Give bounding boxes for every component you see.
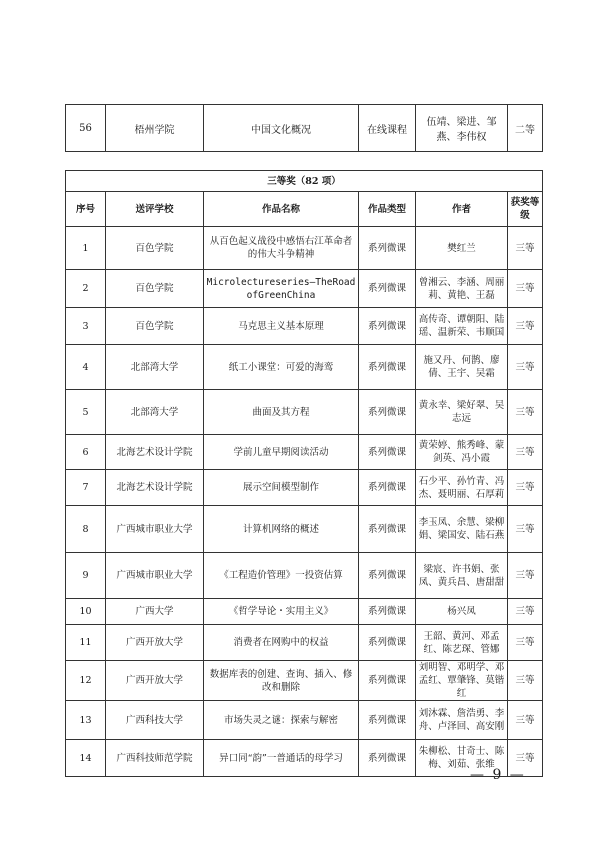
award-level: 三等 <box>508 661 543 701</box>
school-name: 梧州学院 <box>106 105 204 152</box>
work-type: 系列微课 <box>359 599 416 625</box>
table-row <box>66 701 543 740</box>
school-name: 广西科技大学 <box>106 701 204 740</box>
school-name: 百色学院 <box>106 308 204 345</box>
authors: 朱柳松、甘奇士、陈梅、刘茹、张维 <box>416 740 508 777</box>
work-title: 中国文化概况 <box>204 105 359 152</box>
work-title: 异口同“韵”一普通话的母学习 <box>204 740 359 777</box>
table-row <box>66 345 543 390</box>
work-type: 系列微课 <box>359 227 416 270</box>
table-row <box>66 470 543 506</box>
row-number: 7 <box>66 470 106 506</box>
school-name: 广西科技师范学院 <box>106 740 204 777</box>
award-level: 三等 <box>508 227 543 270</box>
header-no: 序号 <box>66 192 106 227</box>
header-award: 获奖等级 <box>508 192 543 227</box>
table-row <box>66 105 543 152</box>
authors: 施又丹、何鹊、廖倩、王宇、吴霜 <box>416 345 508 390</box>
header-school: 送评学校 <box>106 192 204 227</box>
row-number: 9 <box>66 553 106 599</box>
row-number: 13 <box>66 701 106 740</box>
award-level: 三等 <box>508 599 543 625</box>
work-type: 系列微课 <box>359 701 416 740</box>
school-name: 百色学院 <box>106 227 204 270</box>
school-name: 广西大学 <box>106 599 204 625</box>
authors: 刘明智、邓明学、邓孟红、覃肇锋、莫锴红 <box>416 661 508 701</box>
award-level: 三等 <box>508 345 543 390</box>
work-title: Microlectureseries—TheRoadofGreenChina <box>204 270 359 308</box>
row-number: 5 <box>66 390 106 435</box>
work-title: 曲面及其方程 <box>204 390 359 435</box>
row-number: 14 <box>66 740 106 777</box>
table-row <box>66 553 543 599</box>
header-authors: 作者 <box>416 192 508 227</box>
award-level: 二等 <box>508 105 543 152</box>
work-title: 展示空间模型制作 <box>204 470 359 506</box>
table-row <box>66 506 543 553</box>
work-title: 《工程造价管理》一投资估算 <box>204 553 359 599</box>
work-type: 系列微课 <box>359 553 416 599</box>
work-title: 数据库表的创建、查询、插入、修改和删除 <box>204 661 359 701</box>
authors: 伍靖、梁进、邹燕、李伟权 <box>416 105 508 152</box>
school-name: 广西城市职业大学 <box>106 506 204 553</box>
authors: 王韶、黄河、邓孟红、陈艺琛、管娜 <box>416 625 508 661</box>
authors: 黄永幸、梁好翠、吴志远 <box>416 390 508 435</box>
table-row <box>66 625 543 661</box>
work-title: 纸工小课堂：可爱的海鸾 <box>204 345 359 390</box>
school-name: 北海艺术设计学院 <box>106 470 204 506</box>
previous-award-table <box>65 104 543 152</box>
work-type: 在线课程 <box>359 105 416 152</box>
work-type: 系列微课 <box>359 506 416 553</box>
header-title: 作品名称 <box>204 192 359 227</box>
award-level: 三等 <box>508 625 543 661</box>
row-number: 12 <box>66 661 106 701</box>
table-row <box>66 308 543 345</box>
work-title: 消费者在网购中的权益 <box>204 625 359 661</box>
row-number: 1 <box>66 227 106 270</box>
work-type: 系列微课 <box>359 740 416 777</box>
work-title: 计算机网络的概述 <box>204 506 359 553</box>
table-row <box>66 599 543 625</box>
section-title: 三等奖（82 项） <box>66 171 543 192</box>
work-type: 系列微课 <box>359 435 416 470</box>
school-name: 广西开放大学 <box>106 661 204 701</box>
third-prize-table <box>65 170 543 777</box>
award-level: 三等 <box>508 390 543 435</box>
award-level: 三等 <box>508 308 543 345</box>
work-type: 系列微课 <box>359 390 416 435</box>
section-title-row <box>66 171 543 192</box>
work-type: 系列微课 <box>359 308 416 345</box>
table-row <box>66 661 543 701</box>
work-type: 系列微课 <box>359 345 416 390</box>
page-number: — 9 — <box>470 767 526 783</box>
school-name: 广西城市职业大学 <box>106 553 204 599</box>
award-level: 三等 <box>508 701 543 740</box>
table-row <box>66 227 543 270</box>
work-title: 学前儿童早期阅读活动 <box>204 435 359 470</box>
authors: 刘沐霖、詹浩勇、李舟、卢泽回、高安刚 <box>416 701 508 740</box>
work-type: 系列微课 <box>359 661 416 701</box>
row-number: 3 <box>66 308 106 345</box>
authors: 梁宸、许书娟、张凤、黄兵昌、唐甜甜 <box>416 553 508 599</box>
row-number: 56 <box>66 105 106 152</box>
work-type: 系列微课 <box>359 270 416 308</box>
award-level: 三等 <box>508 435 543 470</box>
school-name: 百色学院 <box>106 270 204 308</box>
award-level: 三等 <box>508 506 543 553</box>
row-number: 11 <box>66 625 106 661</box>
header-row <box>66 192 543 227</box>
award-level: 三等 <box>508 270 543 308</box>
row-number: 6 <box>66 435 106 470</box>
row-number: 8 <box>66 506 106 553</box>
school-name: 北海艺术设计学院 <box>106 435 204 470</box>
row-number: 10 <box>66 599 106 625</box>
work-type: 系列微课 <box>359 470 416 506</box>
school-name: 北部湾大学 <box>106 390 204 435</box>
table-row <box>66 270 543 308</box>
authors: 李玉凤、余慧、梁柳娟、梁国安、陆石燕 <box>416 506 508 553</box>
authors: 高传奇、谭朝阳、陆瑶、温新荣、韦顺国 <box>416 308 508 345</box>
authors: 曾湘云、李涵、周丽莉、黄艳、王磊 <box>416 270 508 308</box>
award-level: 三等 <box>508 470 543 506</box>
work-type: 系列微课 <box>359 625 416 661</box>
table-row <box>66 390 543 435</box>
school-name: 北部湾大学 <box>106 345 204 390</box>
work-title: 马克思主义基本原理 <box>204 308 359 345</box>
table-row <box>66 435 543 470</box>
work-title: 《哲学导论・实用主义》 <box>204 599 359 625</box>
authors: 杨兴凤 <box>416 599 508 625</box>
authors: 樊红兰 <box>416 227 508 270</box>
row-number: 2 <box>66 270 106 308</box>
award-level: 三等 <box>508 553 543 599</box>
row-number: 4 <box>66 345 106 390</box>
authors: 黄荣婷、熊秀峰、蒙剑英、冯小霞 <box>416 435 508 470</box>
work-title: 从百色起义战役中感悟右江革命者的伟大斗争精神 <box>204 227 359 270</box>
header-type: 作品类型 <box>359 192 416 227</box>
award-level: 三等 <box>508 740 543 777</box>
work-title: 市场失灵之谜：探索与解密 <box>204 701 359 740</box>
authors: 石少平、孙竹青、冯杰、聂明丽、石厚莉 <box>416 470 508 506</box>
school-name: 广西开放大学 <box>106 625 204 661</box>
